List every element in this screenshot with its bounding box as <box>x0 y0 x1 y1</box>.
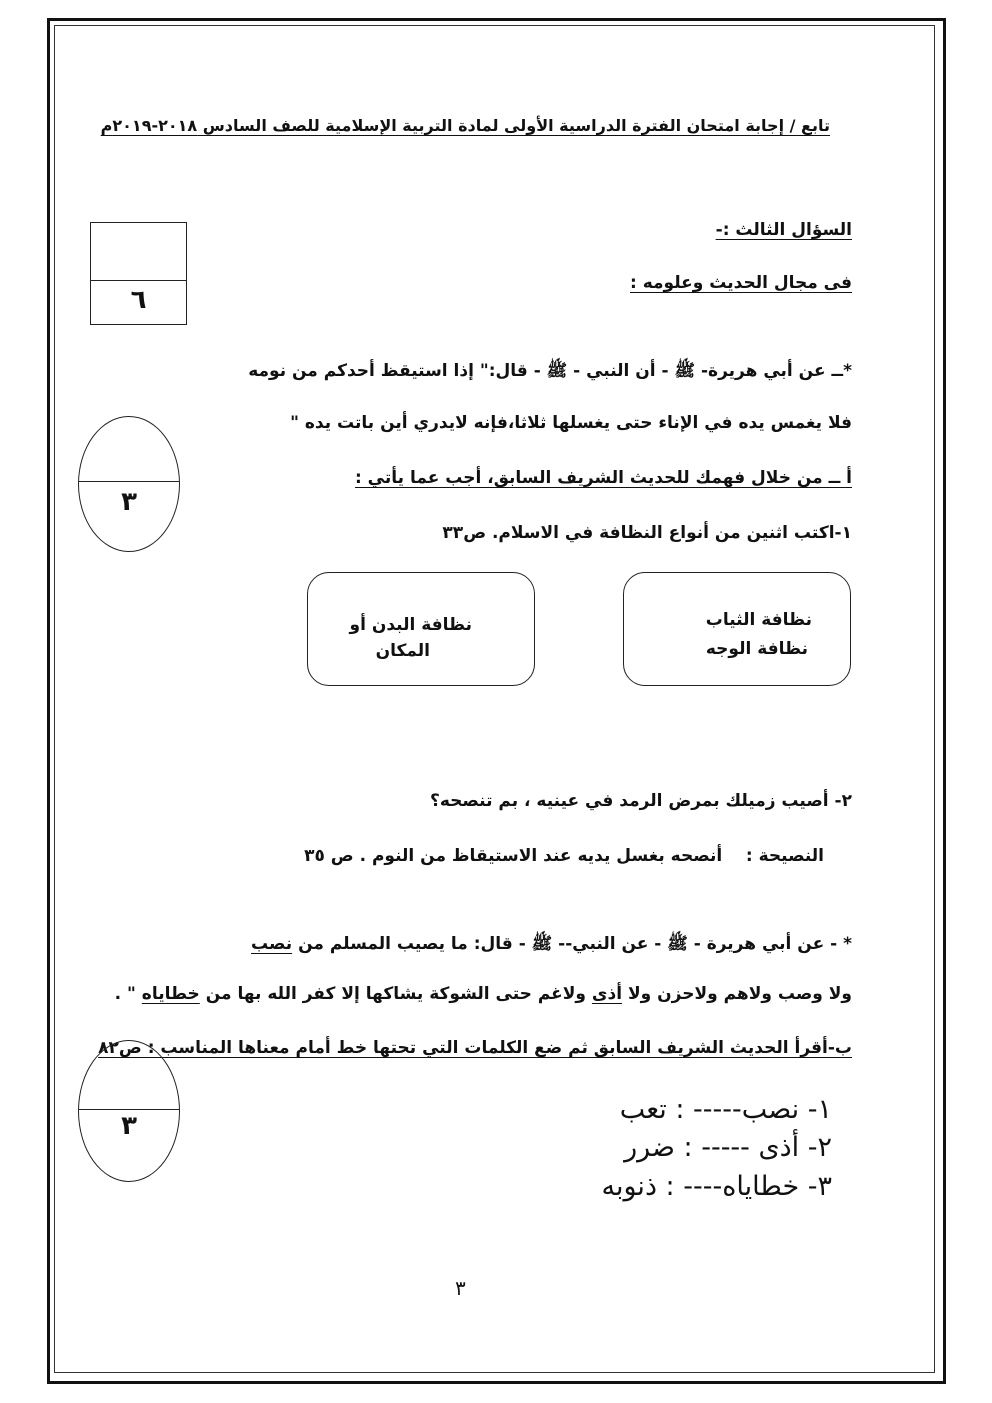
answer-left-line2: المكان <box>375 641 430 661</box>
hadith2-text: " . <box>114 984 142 1004</box>
hadith2-line1 <box>251 933 852 958</box>
hadith1-line1: *ــ عن أبي هريرة- ﷺ - أن النبي - ﷺ - قال:" إذا استيقظ أحدكم من نومه <box>248 361 852 381</box>
question-score-box <box>90 222 187 325</box>
hadith2-text: * - عن أبي هريرة - ﷺ - عن النبي-- ﷺ - قال: ما يصيب المسلم من <box>292 934 852 954</box>
part-a-q1: ١-اكتب اثنين من أنواع النظافة في الاسلام. ص٣٣ <box>442 523 852 543</box>
match-item-1: ١- نصب----- : تعب <box>619 1094 832 1125</box>
part-b-score: ٣ <box>121 1111 137 1141</box>
q2-answer-text: أنصحه بغسل يديه عند الاستيقاظ من النوم . ص ٣٥ <box>304 846 723 866</box>
q2-answer-label: النصيحة : <box>745 846 824 866</box>
match-item-2: ٢- أذى ----- : ضرر <box>624 1132 832 1163</box>
underlined-word: نصب <box>251 934 293 954</box>
answer-right-line1: نظافة الثياب <box>705 610 812 630</box>
answer-box-right <box>623 572 851 686</box>
answer-box-left <box>307 572 535 686</box>
part-a-score: ٣ <box>121 487 137 517</box>
underlined-word: خطاياه <box>141 984 200 1004</box>
underlined-word: أذى <box>591 984 623 1004</box>
hadith2-line2 <box>115 984 852 1004</box>
hadith2-text: ولاغم حتى الشوكة يشاكها إلا كفر الله بها من <box>199 984 592 1004</box>
match-item-3: ٣- خطاياه---- : ذنوبه <box>601 1171 832 1202</box>
question-title: السؤال الثالث :- <box>715 220 852 240</box>
part-a-q2: ٢- أصيب زميلك بمرض الرمد في عينيه ، بم تنصحه؟ <box>429 791 852 811</box>
hadith1-line2: فلا يغمس يده في الإناء حتى يغسلها ثلاثا،فإنه لايدري أين باتت يده " <box>290 413 852 433</box>
page-number: ٣ <box>455 1276 466 1300</box>
question-score: ٦ <box>130 285 147 315</box>
score-divider <box>79 1109 179 1110</box>
score-divider <box>79 481 179 482</box>
section-title: فى مجال الحديث وعلومه : <box>630 273 852 293</box>
q2-answer <box>304 846 824 866</box>
part-b-title: ب-أقرأ الحديث الشريف السابق ثم ضع الكلمات التي تحتها خط أمام معناها المناسب : ص٨٢ <box>98 1038 852 1058</box>
part-b-score-circle <box>78 1040 180 1182</box>
answer-right-line2: نظافة الوجه <box>705 639 808 659</box>
part-a-title: أ ــ من خلال فهمك للحديث الشريف السابق، أجب عما يأتي : <box>354 468 852 488</box>
part-a-score-circle <box>78 416 180 552</box>
answer-left-line1: نظافة البدن أو <box>349 615 472 635</box>
exam-header: تابع / إجابة امتحان الفترة الدراسية الأولى لمادة التربية الإسلامية للصف السادس ٢٠١٨-٢٠١٩م <box>100 116 830 135</box>
score-divider <box>91 280 186 281</box>
hadith2-text: ولا وصب ولاهم ولاحزن ولا <box>622 984 852 1004</box>
